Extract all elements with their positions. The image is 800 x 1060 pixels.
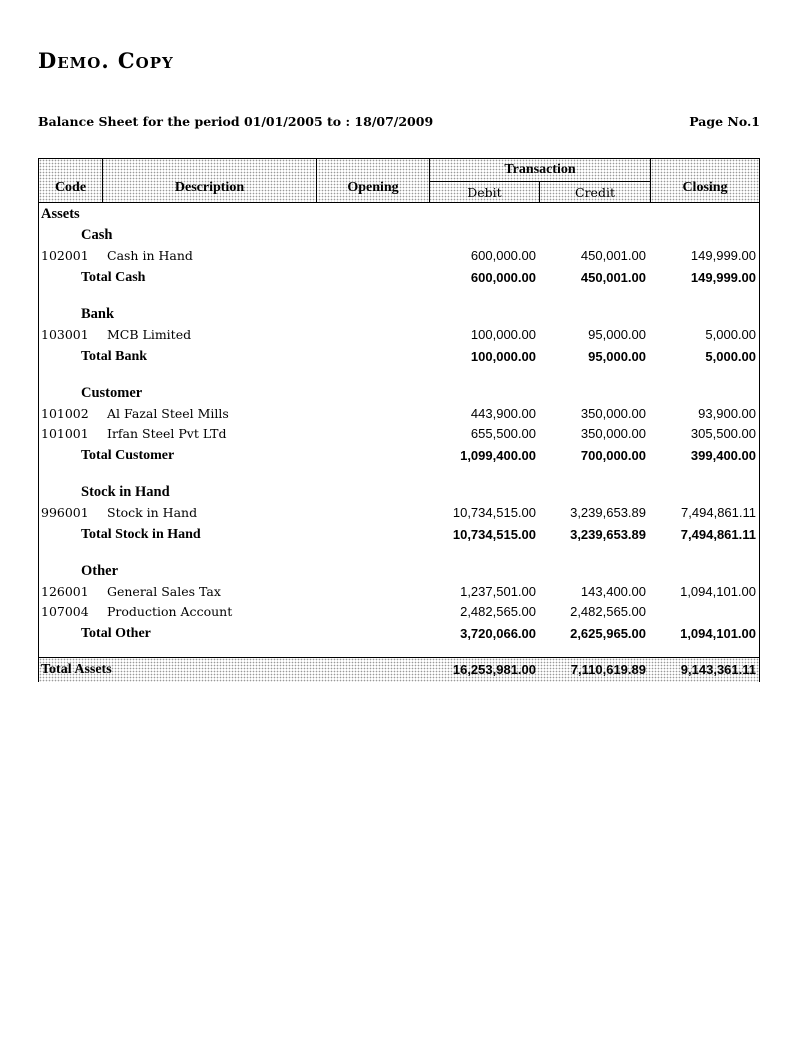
group-total-customer: Total Customer 1,099,400.00 700,000.00 399,400.00 bbox=[81, 448, 756, 463]
group-total-cash: Total Cash 600,000.00 450,001.00 149,999.00 bbox=[81, 270, 756, 285]
table-row: 101002 Al Fazal Steel Mills 443,900.00 350,000.00 93,900.00 bbox=[41, 406, 756, 421]
table-row: 996001 Stock in Hand 10,734,515.00 3,239,653.89 7,494,861.11 bbox=[41, 505, 756, 520]
group-heading-bank: Bank bbox=[81, 306, 115, 322]
group-heading-cash: Cash bbox=[81, 227, 113, 243]
page-number: Page No.1 bbox=[689, 114, 760, 129]
report-period: Balance Sheet for the period 01/01/2005 to : 18/07/2009 bbox=[38, 114, 434, 129]
section-heading: Assets bbox=[41, 206, 80, 222]
watermark: Demo. Copy bbox=[38, 48, 174, 73]
group-heading-other: Other bbox=[81, 563, 119, 579]
balance-sheet-table bbox=[38, 158, 760, 682]
header-transaction: Transaction Debit Credit bbox=[430, 159, 651, 202]
table-row: 101001 Irfan Steel Pvt LTd 655,500.00 350,000.00 305,500.00 bbox=[41, 426, 756, 441]
header-opening: Opening bbox=[317, 159, 430, 202]
table-row: 102001 Cash in Hand 600,000.00 450,001.00 149,999.00 bbox=[41, 248, 756, 263]
header-closing: Closing bbox=[682, 180, 728, 195]
group-heading-customer: Customer bbox=[81, 385, 143, 401]
table-header bbox=[39, 159, 759, 203]
group-heading-stock: Stock in Hand bbox=[81, 484, 170, 500]
header-debit: Debit bbox=[430, 182, 540, 202]
group-total-bank: Total Bank 100,000.00 95,000.00 5,000.00 bbox=[81, 349, 756, 364]
table-row: 103001 MCB Limited 100,000.00 95,000.00 5,000.00 bbox=[41, 327, 756, 342]
header-description: Description bbox=[103, 159, 317, 202]
group-total-stock: Total Stock in Hand 10,734,515.00 3,239,653.89 7,494,861.11 bbox=[81, 527, 756, 542]
table-row: 126001 General Sales Tax 1,237,501.00 143,400.00 1,094,101.00 bbox=[41, 584, 756, 599]
header-code: Code bbox=[39, 159, 103, 202]
grand-total-row: Total Assets 16,253,981.00 7,110,619.89 9,143,361.11 bbox=[39, 657, 759, 682]
group-total-other: Total Other 3,720,066.00 2,625,965.00 1,094,101.00 bbox=[81, 626, 756, 641]
table-row: 107004 Production Account 2,482,565.00 2,482,565.00 bbox=[41, 604, 646, 619]
header-credit: Credit bbox=[575, 185, 615, 200]
